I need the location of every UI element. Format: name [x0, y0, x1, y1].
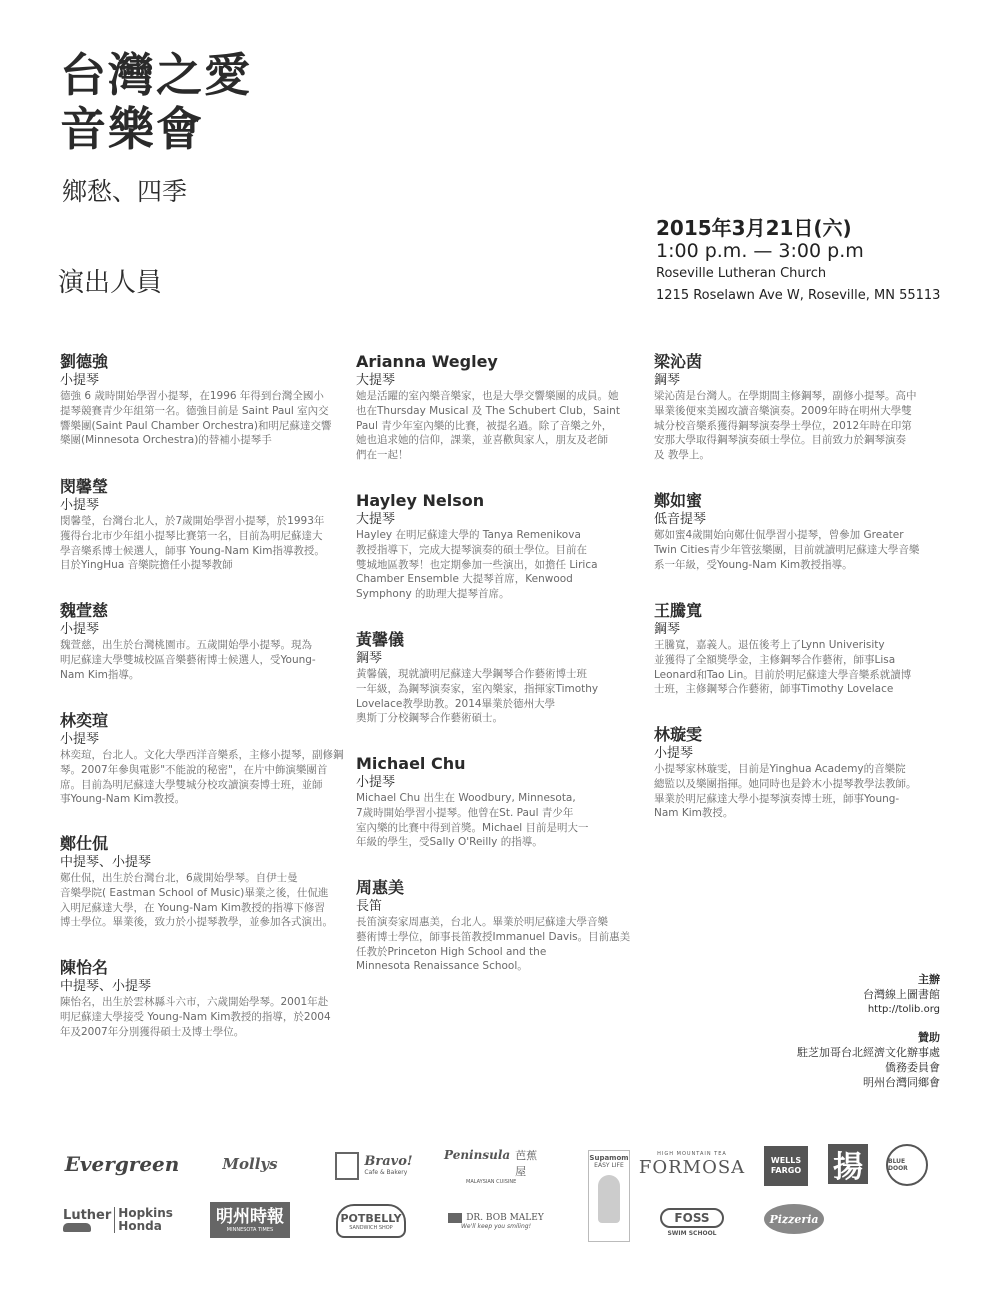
dr-bob-maley-logo: [446, 1206, 546, 1236]
pizzeria-logo-text: Pizzeria: [769, 1212, 819, 1226]
page-title-line2: 音樂會: [60, 102, 204, 156]
performer-name: 黃馨儀: [356, 630, 405, 649]
potbelly-logo: [336, 1204, 406, 1238]
bio-line: 也在Thursday Musical 及 The Schubert Club，Saint: [356, 404, 620, 417]
bio-line: 室內樂的比賽中得到首獎。Michael 目前是明大一: [356, 821, 589, 834]
organizer-block: [863, 972, 940, 1017]
performer-bio: [60, 638, 350, 682]
page-title-line1: 台灣之愛: [60, 48, 252, 102]
bio-line: Chamber Ensemble 大提琴首席，Kenwood: [356, 573, 573, 586]
performer-name: 林奕瑄: [60, 711, 109, 730]
organizer-link[interactable]: http://tolib.org: [867, 1004, 940, 1015]
bravo-logo-sub: Cafe & Bakery: [364, 1169, 408, 1176]
performer-name: 閔馨瑩: [60, 477, 109, 496]
bio-line: 梁沁茵是台灣人。在學期間主修鋼琴，副修小提琴。高中: [654, 390, 917, 402]
bio-line: 及 教學上。: [654, 449, 710, 462]
performer-card: [356, 754, 646, 850]
bio-line: 年及2007年分別獲得碩士及博士學位。: [60, 1025, 245, 1038]
bio-line: 琴。2007年參與電影"不能說的秘密"，在片中飾演樂團首: [60, 763, 328, 776]
mollys-logo: [212, 1150, 288, 1178]
section-title: 演出人員: [58, 268, 163, 298]
performer-card: [654, 725, 944, 821]
foss-logo-sub: SWIM SCHOOL: [667, 1229, 717, 1237]
bio-line: 安那大學取得鋼琴演奏碩士學位。目前致力於鋼琴演奏: [654, 434, 906, 447]
performer-instrument: 小提琴: [60, 498, 100, 513]
performer-bio: [60, 871, 350, 930]
sponsor-name: 明州台灣同鄉會: [863, 1076, 940, 1089]
bio-line: Symphony 的助理大提琴首席。: [356, 588, 510, 601]
performer-card: [356, 352, 646, 463]
bio-line: 雙城地區教琴！也定期參加一些演出，如擔任 Lirica: [356, 558, 598, 571]
bio-line: 鄭仕侃，出生於台灣台北，6歲開始學琴。自伊士曼: [60, 872, 298, 884]
performer-instrument: 鋼琴: [356, 651, 383, 666]
bio-line: 明尼蘇達大學雙城校區音樂藝術博士候選人，受Young-: [60, 653, 316, 666]
bio-line: 席。目前為明尼蘇達大學雙城分校攻讀演奏博士班，並師: [60, 778, 323, 791]
bio-line: 鄭如蜜4歲開始向鄭仕侃學習小提琴，曾參加 Greater: [654, 529, 904, 541]
performer-name: 王騰寬: [654, 601, 703, 620]
bio-line: 博士學位。畢業後，致力於小提琴教學，並參加各式演出。: [60, 916, 333, 929]
bio-line: 閔馨瑩，台灣台北人，於7歲開始學習小提琴，於1993年: [60, 515, 325, 527]
potbelly-logo-text: POTBELLY: [340, 1211, 402, 1225]
event-time: 1:00 p.m. — 3:00 p.m: [656, 240, 864, 262]
bio-line: 畢業於明尼蘇達大學小提琴演奏博士班，師事Young-: [654, 792, 900, 805]
bio-line: 陳怡名，出生於雲林縣斗六市，六歲開始學琴。2001年赴: [60, 996, 329, 1008]
page-subtitle: 鄉愁、四季: [62, 177, 188, 206]
sponsor-name: 僑務委員會: [885, 1061, 940, 1074]
bio-line: Minnesota Renaissance School。: [356, 960, 528, 973]
bio-line: 7歲時開始學習小提琴。他曾在St. Paul 青少年: [356, 806, 574, 819]
bio-line: 獲得台北市少年組小提琴比賽第一名，目前為明尼蘇達大: [60, 529, 323, 542]
performer-instrument: 小提琴: [60, 732, 100, 747]
formosa-logo: [638, 1148, 746, 1180]
performer-bio: [654, 528, 944, 572]
performer-name: 魏萱慈: [60, 601, 109, 620]
yang-logo: [828, 1144, 868, 1184]
formosa-logo-text: FORMOSA: [638, 1156, 746, 1178]
event-date: 2015年3月21日(六): [656, 216, 852, 240]
peninsula-logo-cn: 芭蕉屋: [515, 1149, 538, 1178]
blue-door-logo-text: BLUE DOOR: [888, 1158, 908, 1172]
bio-line: 小提琴家林璇雯，目前是Yinghua Academy的音樂院: [654, 763, 906, 775]
yang-logo-text: 揚: [833, 1150, 863, 1185]
bio-line: Leonard和Tao Lin。目前於明尼蘇達大學音樂系就讀博: [654, 668, 912, 681]
bio-line: Paul 青少年室內樂的比賽，被提名過。除了音樂之外，: [356, 419, 613, 432]
foss-logo-text: FOSS: [660, 1208, 724, 1228]
bio-line: Michael Chu 出生在 Woodbury, Minnesota,: [356, 792, 576, 804]
sponsor-heading: 贊助: [918, 1031, 940, 1044]
bio-line: 她是活躍的室內樂音樂家，也是大學交響樂團的成員。她: [356, 390, 619, 402]
bio-line: Nam Kim指導。: [60, 668, 140, 681]
performer-instrument: 小提琴: [60, 373, 100, 388]
blue-door-logo: [886, 1144, 928, 1186]
performer-instrument: 小提琴: [356, 775, 396, 790]
performer-name: Hayley Nelson: [356, 491, 485, 510]
bio-line: 任教於Princeton High School and the: [356, 945, 547, 958]
performer-bio: [356, 915, 646, 974]
formosa-logo-top: HIGH MOUNTAIN TEA: [657, 1150, 727, 1157]
performer-instrument: 中提琴、小提琴: [60, 855, 152, 870]
bio-line: 學音樂系博士候選人，師事 Young-Nam Kim指導教授。: [60, 544, 325, 557]
performer-instrument: 小提琴: [60, 622, 100, 637]
performer-card: [356, 491, 646, 602]
bio-line: 藝術博士學位，師事長笛教授Immanuel Davis。目前惠美: [356, 930, 631, 943]
performer-name: 陳怡名: [60, 958, 109, 977]
performer-bio: [654, 638, 944, 697]
performer-bio: [356, 389, 646, 463]
performer-bio: [654, 762, 944, 821]
potbelly-logo-sub: SANDWICH SHOP: [349, 1224, 393, 1231]
performer-bio: [356, 528, 646, 602]
bio-line: 總監以及樂團指揮。她同時也是鈴木小提琴教學法教師。: [654, 777, 917, 790]
bio-line: 畢業後便來美國攻讀音樂演奏。2009年時在明州大學雙: [654, 404, 912, 417]
evergreen-logo: [66, 1150, 178, 1178]
performer-bio: [654, 389, 944, 463]
bio-line: 目於YingHua 音樂院擔任小提琴教師: [60, 559, 233, 572]
performer-instrument: 大提琴: [356, 512, 396, 527]
performer-card: [60, 477, 350, 573]
bio-line: 們在一起！: [356, 449, 409, 462]
peninsula-logo-text: Peninsula: [444, 1148, 511, 1162]
performer-name: 林璇雯: [654, 725, 703, 744]
performer-name: Michael Chu: [356, 754, 466, 773]
performer-bio: [60, 995, 350, 1039]
performer-card: [356, 630, 646, 726]
bio-line: 長笛演奏家周惠美，台北人。畢業於明尼蘇達大學音樂: [356, 916, 608, 928]
performer-name: 鄭如蜜: [654, 491, 703, 510]
performer-card: [60, 958, 350, 1039]
mingzhou-times-logo: [210, 1202, 290, 1238]
performer-bio: [60, 514, 350, 573]
performer-name: 周惠美: [356, 878, 405, 897]
bio-line: 林奕瑄，台北人。文化大學西洋音樂系，主修小提琴，副修鋼: [60, 749, 344, 761]
sponsor-name: 駐芝加哥台北經濟文化辦事處: [797, 1046, 940, 1059]
bio-line: 魏萱慈，出生於台灣桃園市。五歲開始學小提琴。現為: [60, 639, 312, 651]
wells-fargo-logo: [764, 1146, 808, 1186]
event-venue: Roseville Lutheran Church: [656, 266, 827, 281]
bio-line: 音樂學院( Eastman School of Music)畢業之後，仕侃進: [60, 886, 329, 899]
mingzhou-logo-text: 明州時報: [216, 1207, 284, 1227]
luther-hopkins-honda-logo: [63, 1204, 173, 1236]
performer-name: 鄭仕侃: [60, 834, 109, 853]
organizer-name: 台灣線上圖書館: [863, 988, 940, 1001]
performer-name: Arianna Wegley: [356, 352, 498, 371]
bravo-badge-icon: [335, 1152, 359, 1180]
bio-line: 提琴競賽青少年組第一名。德強目前是 Saint Paul 室內交: [60, 404, 329, 417]
performer-name: 劉德強: [60, 352, 109, 371]
performer-instrument: 小提琴: [654, 746, 694, 761]
bio-line: 黃馨儀，現就讀明尼蘇達大學鋼琴合作藝術博士班: [356, 668, 587, 680]
performer-instrument: 鋼琴: [654, 373, 681, 388]
tooth-icon: [448, 1213, 462, 1223]
performer-card: [654, 491, 944, 572]
performer-instrument: 低音提琴: [654, 512, 707, 527]
performer-card: [654, 352, 944, 463]
bio-line: 系一年級，受Young-Nam Kim教授指導。: [654, 558, 853, 571]
pizzeria-logo: [764, 1204, 824, 1234]
mingzhou-logo-sub: MINNESOTA TIMES: [226, 1227, 274, 1233]
mollys-logo-text: Mollys: [222, 1155, 278, 1173]
performer-bio: [60, 748, 350, 807]
wells-fargo-logo-line2: FARGO: [770, 1166, 802, 1175]
performer-card: [60, 601, 350, 682]
bio-line: 樂團(Minnesota Orchestra)的替補小提琴手: [60, 434, 272, 447]
performer-card: [60, 711, 350, 807]
bio-line: 士班，主修鋼琴合作藝術，師事Timothy Lovelace: [654, 683, 894, 696]
bio-line: 王騰寬，嘉義人。退伍後考上了Lynn Univerisity: [654, 639, 885, 651]
sponsor-block: [797, 1030, 940, 1090]
performer-instrument: 長笛: [356, 899, 383, 914]
honda-logo-text: Honda: [118, 1219, 162, 1233]
performer-instrument: 大提琴: [356, 373, 396, 388]
peninsula-logo-sub: MALAYSIAN CUISINE: [466, 1179, 517, 1185]
supamom-logo-sub: EASY LIFE: [594, 1162, 624, 1169]
bio-line: 入明尼蘇達大學，在 Young-Nam Kim教授的指導下修習: [60, 901, 325, 914]
performer-bio: [356, 667, 646, 726]
bravo-logo: [334, 1150, 414, 1182]
bio-line: Twin Cities青少年管弦樂團，目前就讀明尼蘇達大學音樂: [654, 543, 920, 556]
bio-line: 響樂團(Saint Paul Chamber Orchestra)和明尼蘇達交響: [60, 419, 332, 432]
performer-bio: [60, 389, 350, 448]
performer-name: 梁沁茵: [654, 352, 703, 371]
event-address: 1215 Roselawn Ave W, Roseville, MN 55113: [656, 288, 941, 303]
bio-line: 並獲得了全額獎學金，主修鋼琴合作藝術，師事Lisa: [654, 653, 896, 666]
bio-line: Lovelace教學助教。2014畢業於德州大學: [356, 697, 556, 710]
bio-line: 教授指導下，完成大提琴演奏的碩士學位。目前在: [356, 543, 587, 556]
bio-line: 奧斯丁分校鋼琴合作藝術碩士。: [356, 712, 503, 725]
supamom-ad: [588, 1150, 630, 1242]
bio-line: Hayley 在明尼蘇達大學的 Tanya Remenikova: [356, 529, 581, 541]
bravo-logo-text: Bravo!: [364, 1154, 413, 1169]
performer-instrument: 中提琴、小提琴: [60, 979, 152, 994]
organizer-heading: 主辦: [918, 973, 940, 986]
maley-logo-text: DR. BOB MALEY: [466, 1212, 544, 1223]
evergreen-logo-text: Evergreen: [64, 1152, 180, 1176]
car-icon: [63, 1223, 91, 1232]
bio-line: 城分校音樂系獲得鋼琴演奏學士學位，2012年時在印第: [654, 419, 912, 432]
performer-bio: [356, 791, 646, 850]
supamom-figure-icon: [598, 1175, 620, 1223]
peninsula-logo: [444, 1148, 548, 1185]
wells-fargo-logo-line1: WELLS: [770, 1156, 802, 1165]
bio-line: 年級的學生，受Sally O'Reilly 的指導。: [356, 836, 543, 849]
luther-logo-text: Luther: [63, 1207, 112, 1223]
bio-line: 事Young-Nam Kim教授。: [60, 793, 186, 806]
bio-line: 一年級，為鋼琴演奏家，室內樂家，指揮家Timothy: [356, 682, 599, 695]
performer-card: [60, 352, 350, 448]
bio-line: 德強 6 歲時開始學習小提琴，在1996 年得到台灣全國小: [60, 390, 324, 402]
hopkins-logo-text: Hopkins: [118, 1206, 173, 1220]
performer-card: [356, 878, 646, 974]
performer-instrument: 鋼琴: [654, 622, 681, 637]
maley-logo-sub: We'll keep you smiling!: [460, 1222, 531, 1230]
bio-line: Nam Kim教授。: [654, 807, 734, 820]
bio-line: 明尼蘇達大學接受 Young-Nam Kim教授的指導，於2004: [60, 1010, 331, 1023]
supamom-logo-text: Supamom: [589, 1154, 629, 1162]
foss-swim-school-logo: [654, 1202, 730, 1242]
performer-card: [654, 601, 944, 697]
performer-card: [60, 834, 350, 930]
bio-line: 她也追求她的信仰，課業，並喜歡與家人，朋友及老師: [356, 434, 608, 447]
